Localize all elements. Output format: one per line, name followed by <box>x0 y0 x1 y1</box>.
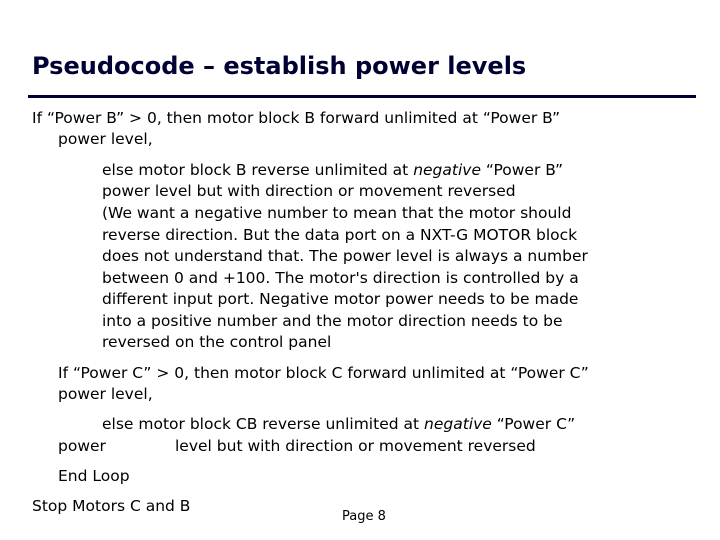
page-number: Page 8 <box>342 509 386 524</box>
else-c-pre: else motor block CB reverse unlimited at <box>102 415 424 433</box>
note-line-3: does not understand that. The power level is always a number <box>102 247 588 265</box>
else-b-pre: else motor block B reverse unlimited at <box>102 161 414 179</box>
slide-title: Pseudocode – establish power levels <box>32 52 527 80</box>
else-c-post: “Power C” <box>491 415 576 433</box>
else-b-post: “Power B” <box>480 161 564 179</box>
else-power-c-line2-b: level but with direction or movement reversed <box>175 437 536 455</box>
title-divider <box>28 95 696 98</box>
end-loop: End Loop <box>58 467 130 485</box>
else-b-emphasis: negative <box>413 161 481 179</box>
note-line-6: into a positive number and the motor direction needs to be <box>102 312 563 330</box>
if-power-b-line2: power level, <box>58 130 153 148</box>
else-power-b-line1 <box>102 160 563 182</box>
note-line-5: different input port. Negative motor power needs to be made <box>102 290 579 308</box>
if-power-c-line1: If “Power C” > 0, then motor block C forward unlimited at “Power C” <box>58 364 589 382</box>
note-line-1: (We want a negative number to mean that the motor should <box>102 204 572 222</box>
else-power-c-line2-a: power <box>58 437 106 455</box>
note-line-2: reverse direction. But the data port on a NXT-G MOTOR block <box>102 226 578 244</box>
else-power-c-line1 <box>102 414 575 436</box>
else-c-emphasis: negative <box>424 415 492 433</box>
note-line-4: between 0 and +100. The motor's direction is controlled by a <box>102 269 579 287</box>
if-power-b-line1: If “Power B” > 0, then motor block B forward unlimited at “Power B” <box>32 109 560 127</box>
note-line-7: reversed on the control panel <box>102 333 332 351</box>
stop-motors: Stop Motors C and B <box>32 497 191 515</box>
if-power-c-line2: power level, <box>58 385 153 403</box>
else-power-b-line2: power level but with direction or movement reversed <box>102 182 516 200</box>
